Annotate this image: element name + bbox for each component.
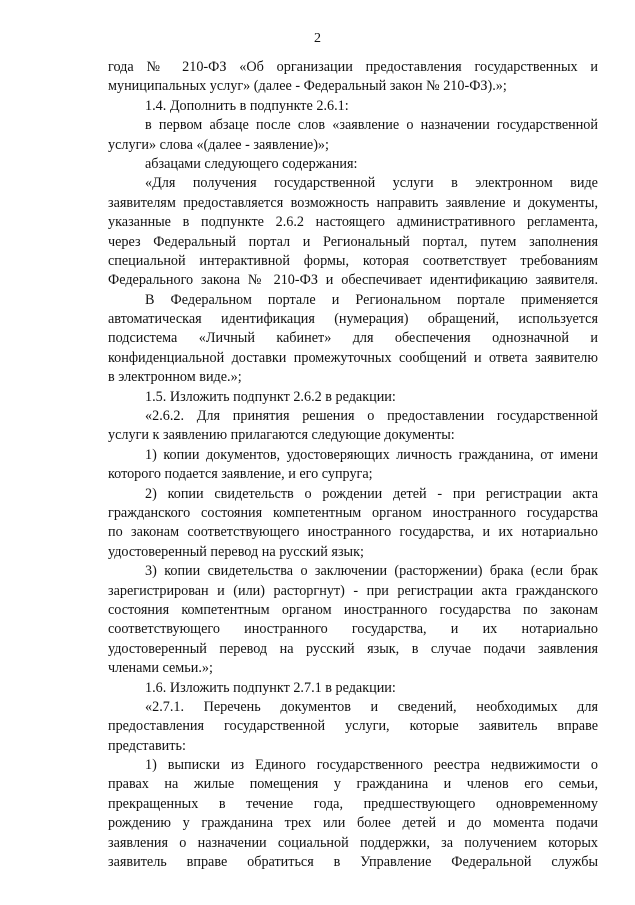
text-line: указанные в подпункте 2.6.2 настоящего административного регламента, bbox=[108, 214, 598, 231]
text-line: года № 210-ФЗ «Об организации предоставления государственных и bbox=[108, 59, 598, 75]
text-line: специальной интерактивной формы, которая соответствует требованиям bbox=[108, 252, 598, 269]
text-line: в первом абзаце после слов «заявление о назначении государственной bbox=[145, 117, 598, 134]
text-line: 1) выписки из Единого государственного реестра недвижимости о bbox=[145, 757, 598, 774]
text-line: членами семьи.»; bbox=[108, 660, 213, 677]
text-line: услуги к заявлению прилагаются следующие документы: bbox=[108, 427, 455, 444]
text-line: через Федеральный портал и Региональный портал, путем заполнения bbox=[108, 233, 598, 250]
text-line: 1.5. Изложить подпункт 2.6.2 в редакции: bbox=[145, 388, 396, 405]
text-line: прекращенных в течение года, предшествующего одновременному bbox=[108, 795, 598, 812]
text-line: «2.6.2. Для принятия решения о предоставлении государственной bbox=[145, 408, 598, 425]
document-body bbox=[108, 58, 598, 872]
text-line: удостоверенный перевод на русский язык; bbox=[108, 543, 364, 560]
text-line: Федерального закона № 210-ФЗ и обеспечивает идентификацию заявителя. bbox=[108, 272, 598, 289]
text-line: 1.6. Изложить подпункт 2.7.1 в редакции: bbox=[145, 679, 396, 696]
text-line: соответствующего иностранного государства, и их нотариально bbox=[108, 621, 598, 638]
text-line: «2.7.1. Перечень документов и сведений, необходимых для bbox=[145, 698, 598, 715]
text-line: по законам соответствующего иностранного государства, и их нотариально bbox=[108, 524, 598, 541]
text-line: 3) копии свидетельства о заключении (расторжении) брака (если брак bbox=[145, 563, 598, 580]
text-line: 1) копии документов, удостоверяющих личность гражданина, от имени bbox=[145, 446, 598, 463]
text-line: подсистема «Личный кабинет» для обеспечения однозначной и bbox=[108, 330, 598, 347]
text-line: автоматическая идентификация (нумерация) обращений, используется bbox=[108, 311, 598, 328]
text-line: «Для получения государственной услуги в электронном виде bbox=[145, 175, 598, 192]
text-line: гражданского состояния компетентным органом иностранного государства bbox=[108, 504, 598, 521]
text-line: конфиденциальной доставки промежуточных сообщений и ответа заявителю bbox=[108, 349, 598, 366]
text-line: 1.4. Дополнить в подпункте 2.6.1: bbox=[145, 97, 349, 114]
text-line: представить: bbox=[108, 737, 186, 754]
text-line: 2) копии свидетельств о рождении детей - при регистрации акта bbox=[145, 485, 598, 502]
page-number: 2 bbox=[314, 31, 321, 46]
text-line: муниципальных услуг» (далее - Федеральный закон № 210-ФЗ).»; bbox=[108, 78, 507, 95]
text-line: заявления о назначении социальной поддержки, за получением которых bbox=[108, 834, 598, 851]
text-line: в электронном виде.»; bbox=[108, 369, 242, 386]
text-line: состояния компетентным органом иностранного государства по законам bbox=[108, 601, 598, 618]
text-line: предоставления государственной услуги, которые заявитель вправе bbox=[108, 718, 598, 735]
text-line: заявителям предоставляется возможность направить заявление и документы, bbox=[108, 194, 598, 211]
text-line: зарегистрирован и (или) расторгнут) - при регистрации акта гражданского bbox=[108, 582, 598, 599]
text-line: которого подается заявление, и его супруга; bbox=[108, 466, 373, 483]
text-line: В Федеральном портале и Региональном портале применяется bbox=[145, 291, 598, 308]
text-line: абзацами следующего содержания: bbox=[145, 155, 358, 172]
text-line: правах на жилые помещения у гражданина и членов его семьи, bbox=[108, 776, 598, 793]
text-line: услуги» слова «(далее - заявление)»; bbox=[108, 136, 329, 153]
text-line: заявитель вправе обратиться в Управление Федеральной службы bbox=[108, 854, 598, 871]
text-line: рождению у гражданина трех или более детей и до момента подачи bbox=[108, 815, 598, 832]
text-line: удостоверенный перевод на русский язык, в случае подачи заявления bbox=[108, 640, 598, 657]
